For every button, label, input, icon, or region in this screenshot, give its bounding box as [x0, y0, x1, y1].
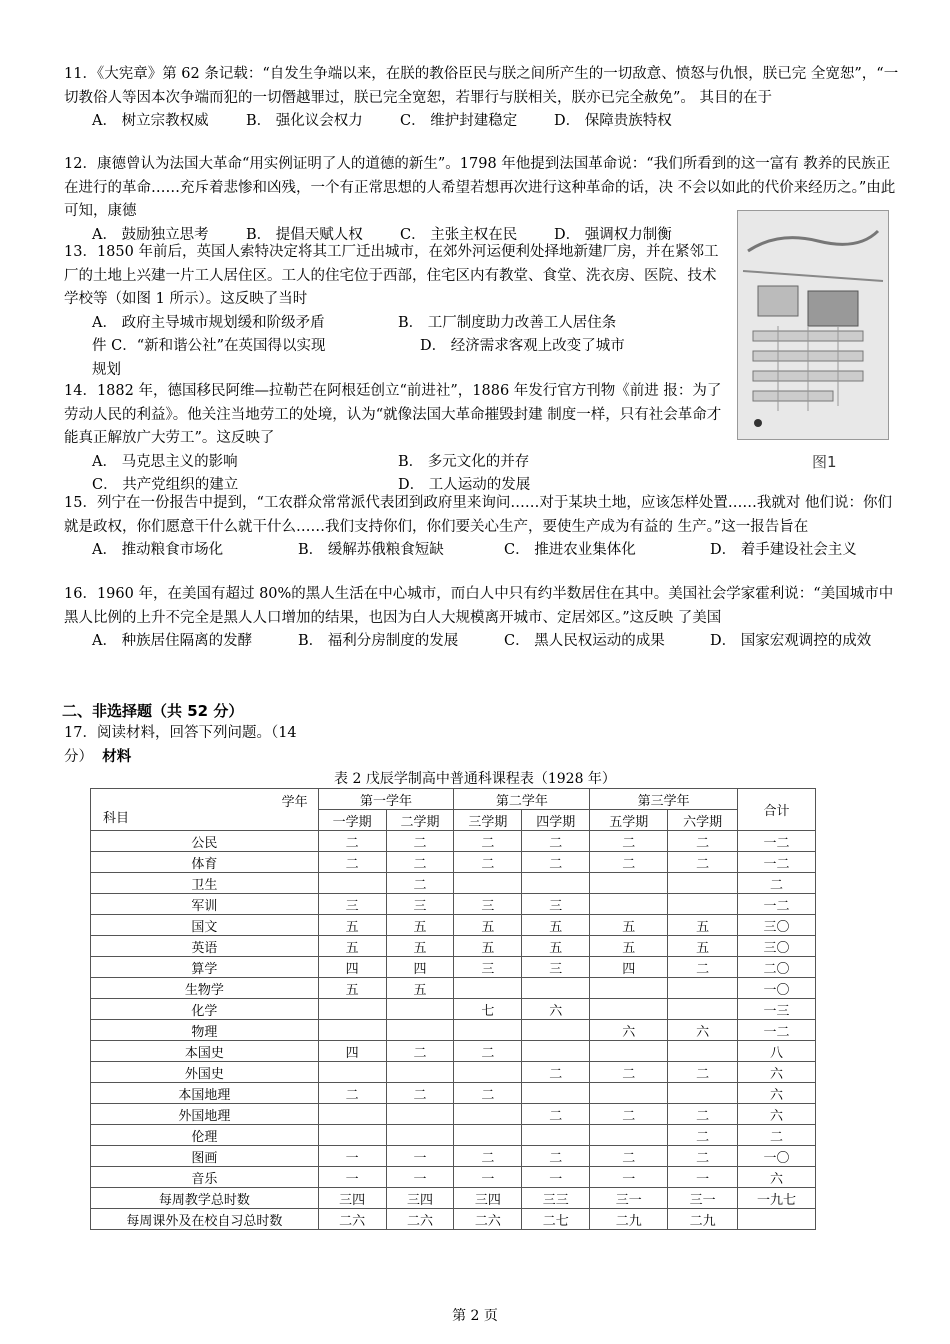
table-row [91, 957, 816, 978]
term-header: 二学期 [386, 810, 454, 831]
hours-cell: 二九 [590, 1209, 668, 1230]
subject-cell: 外国地理 [91, 1104, 319, 1125]
table-row [91, 1209, 816, 1230]
hours-cell [668, 894, 738, 915]
option-a[interactable]: A． 树立宗教权威 [92, 113, 209, 129]
hours-cell [522, 1020, 590, 1041]
page-footer: 第 2 页 [452, 1308, 498, 1324]
hours-cell [590, 1041, 668, 1062]
year-header: 第三学年 [590, 789, 738, 810]
table-row [91, 915, 816, 936]
subject-cell: 外国史 [91, 1062, 319, 1083]
option-c[interactable]: C． 维护封建稳定 [400, 113, 518, 129]
hours-cell: 二 [668, 1125, 738, 1146]
option-d[interactable]: D． 经济需求客观上改变了城市 [420, 338, 625, 354]
table-row [91, 1062, 816, 1083]
hours-cell: 五 [386, 978, 454, 999]
subject-cell: 卫生 [91, 873, 319, 894]
option-b[interactable]: B． 工厂制度助力改善工人居住条 [398, 314, 617, 331]
corner-subject-label: 科目 [103, 811, 130, 826]
hours-cell: 二六 [386, 1209, 454, 1230]
total-cell: 三〇 [738, 936, 816, 957]
question-number: 14． [64, 383, 97, 399]
total-cell: 一九七 [738, 1188, 816, 1209]
table-caption: 表 2 戊辰学制高中普通科课程表（1928 年） [334, 771, 616, 787]
hours-cell [386, 999, 454, 1020]
hours-cell [668, 1083, 738, 1104]
hours-cell [454, 1020, 522, 1041]
hours-cell: 五 [386, 936, 454, 957]
total-cell: 一二 [738, 894, 816, 915]
option-a[interactable]: A． 种族居住隔离的发酵 [92, 633, 253, 649]
hours-cell: 五 [522, 915, 590, 936]
hours-cell: 二 [668, 957, 738, 978]
option-d[interactable]: D． 工人运动的发展 [398, 477, 531, 493]
hours-cell [668, 999, 738, 1020]
hours-cell [386, 1020, 454, 1041]
hours-cell: 三 [522, 894, 590, 915]
term-header: 四学期 [522, 810, 590, 831]
hours-cell: 二 [668, 1146, 738, 1167]
question-15 [64, 492, 900, 563]
table-corner-cell [91, 789, 319, 831]
option-b[interactable]: B． 福利分房制度的发展 [298, 633, 459, 649]
hours-cell: 二六 [454, 1209, 522, 1230]
hours-cell: 五 [522, 936, 590, 957]
hours-cell [318, 1104, 386, 1125]
option-d[interactable]: D． 保障贵族特权 [554, 113, 672, 129]
hours-cell: 二六 [318, 1209, 386, 1230]
table-row [91, 1083, 816, 1104]
question-17-line1: 17．阅读材料，回答下列问题。（14 [64, 725, 297, 741]
options-row [64, 335, 724, 359]
total-cell: 二 [738, 1125, 816, 1146]
table-row [91, 999, 816, 1020]
question-number: 13． [64, 244, 97, 260]
total-cell: 一〇 [738, 1146, 816, 1167]
option-d[interactable]: D． 强调权力制衡 [554, 226, 672, 243]
subject-cell: 公民 [91, 831, 319, 852]
option-a[interactable]: A． 鼓励独立思考 [92, 226, 209, 243]
table-row [91, 1020, 816, 1041]
subject-cell: 每周教学总时数 [91, 1188, 319, 1209]
options-row [64, 539, 900, 563]
term-header: 五学期 [590, 810, 668, 831]
hours-cell [386, 1125, 454, 1146]
hours-cell: 二 [668, 852, 738, 873]
term-header: 一学期 [318, 810, 386, 831]
option-c[interactable]: C． 共产党组织的建立 [92, 477, 239, 493]
subject-cell: 本国地理 [91, 1083, 319, 1104]
question-number: 11． [64, 66, 97, 82]
hours-cell [590, 1125, 668, 1146]
hours-cell: 五 [318, 936, 386, 957]
hours-cell [522, 1041, 590, 1062]
table-row [91, 873, 816, 894]
option-d[interactable]: D． 着手建设社会主义 [710, 542, 857, 558]
hours-cell: 五 [590, 936, 668, 957]
table-row [91, 1146, 816, 1167]
hours-cell: 三四 [386, 1188, 454, 1209]
option-c[interactable]: 件 C．“新和谐公社”在英国得以实现 [92, 338, 326, 354]
hours-cell [454, 1062, 522, 1083]
hours-cell: 二 [522, 1104, 590, 1125]
hours-cell: 二 [454, 1041, 522, 1062]
option-d-continued: 规划 [92, 361, 121, 378]
hours-cell: 一 [318, 1167, 386, 1188]
hours-cell: 二 [522, 831, 590, 852]
hours-cell: 一 [522, 1167, 590, 1188]
hours-cell [668, 978, 738, 999]
total-cell: 一〇 [738, 978, 816, 999]
subject-cell: 生物学 [91, 978, 319, 999]
subject-cell: 物理 [91, 1020, 319, 1041]
hours-cell: 三四 [454, 1188, 522, 1209]
hours-cell: 二 [454, 852, 522, 873]
question-13 [64, 241, 724, 382]
year-header: 第二学年 [454, 789, 590, 810]
question-number: 12． [64, 156, 97, 172]
total-cell [738, 1209, 816, 1230]
total-cell: 三〇 [738, 915, 816, 936]
hours-cell: 二 [590, 1146, 668, 1167]
hours-cell: 一 [386, 1146, 454, 1167]
subject-cell: 每周课外及在校自习总时数 [91, 1209, 319, 1230]
hours-cell [318, 873, 386, 894]
option-c[interactable]: C． 推进农业集体化 [504, 542, 636, 558]
term-header: 六学期 [668, 810, 738, 831]
table-row [91, 1104, 816, 1125]
option-b[interactable]: B． 缓解苏俄粮食短缺 [298, 542, 444, 558]
hours-cell [318, 1062, 386, 1083]
hours-cell: 三一 [668, 1188, 738, 1209]
hours-cell: 一 [454, 1167, 522, 1188]
question-17-line2: 分） [64, 748, 93, 765]
hours-cell: 三四 [318, 1188, 386, 1209]
subject-cell: 军训 [91, 894, 319, 915]
question-text: 1960 年，在美国有超过 80%的黑人生活在中心城市，而白人中只有约半数居住在其中。美国社会学家霍利说：“美国城市中黑人比例的上升不完全是黑人人口增加的结果，也因为白人大规模离开城市、定居郊区。”这反映 了美国 [64, 586, 894, 626]
question-14 [64, 380, 724, 498]
hours-cell [668, 1041, 738, 1062]
hours-cell: 五 [668, 936, 738, 957]
option-a[interactable]: A． 马克思主义的影响 [92, 453, 238, 470]
hours-cell [590, 978, 668, 999]
subject-cell: 英语 [91, 936, 319, 957]
hours-cell: 二 [590, 831, 668, 852]
hours-cell [318, 1125, 386, 1146]
hours-cell [522, 1125, 590, 1146]
hours-cell: 二 [522, 1146, 590, 1167]
hours-cell [454, 1125, 522, 1146]
hours-cell [454, 873, 522, 894]
table-row [91, 831, 816, 852]
question-number: 15． [64, 495, 97, 511]
option-c[interactable]: C． 黑人民权运动的成果 [504, 633, 665, 649]
total-cell: 二〇 [738, 957, 816, 978]
subject-cell: 伦理 [91, 1125, 319, 1146]
question-11 [64, 63, 900, 134]
hours-cell [522, 978, 590, 999]
hours-cell: 二 [522, 852, 590, 873]
total-cell: 六 [738, 1104, 816, 1125]
question-text: 1882 年，德国移民阿维—拉勒芒在阿根廷创立“前进社”，1886 年发行官方刊物《前进 报：为了劳动人民的利益》。他关注当地劳工的处境，认为“就像法国大革命摧毁封建 制度一样，只有社会革命才能真正解放广大劳工”。这反映了 [64, 383, 722, 446]
hours-cell: 二 [386, 873, 454, 894]
hours-cell: 二七 [522, 1209, 590, 1230]
hours-cell: 四 [318, 1041, 386, 1062]
hours-cell [454, 1104, 522, 1125]
hours-cell: 一 [318, 1146, 386, 1167]
hours-cell: 二 [386, 852, 454, 873]
hours-cell: 二 [318, 831, 386, 852]
hours-cell [522, 873, 590, 894]
hours-cell: 三 [454, 957, 522, 978]
table-row [91, 1041, 816, 1062]
question-text: 1850 年前后，英国人索特决定将其工厂迁出城市，在郊外河运便利处择地新建厂房，并在紧邻工厂的土地上兴建一片工人居住区。工人的住宅位于西部，住宅区内有教堂、食堂、洗衣房、医院、技术学校等（如图 1 所示）。这反映了当时 [64, 244, 719, 307]
hours-cell: 三 [454, 894, 522, 915]
subject-cell: 化学 [91, 999, 319, 1020]
hours-cell [318, 1020, 386, 1041]
hours-cell: 三 [318, 894, 386, 915]
map-drawing [738, 211, 888, 439]
table-row [91, 1167, 816, 1188]
term-header: 三学期 [454, 810, 522, 831]
hours-cell: 二 [386, 1083, 454, 1104]
course-table [90, 788, 816, 1230]
total-cell: 一二 [738, 831, 816, 852]
total-cell: 六 [738, 1062, 816, 1083]
question-text: 列宁在一份报告中提到，“工农群众常常派代表团到政府里来询问……对于某块土地，应该怎样处置……我就对 他们说：你们就是政权，你们愿意干什么就干什么……我们支持你们，你们要关心生产，要使生产成为有益的 生产。”这一报告旨在 [64, 495, 892, 535]
subject-cell: 体育 [91, 852, 319, 873]
table-row [91, 1125, 816, 1146]
hours-cell [668, 873, 738, 894]
hours-cell: 二 [318, 1083, 386, 1104]
option-b[interactable]: B． 多元文化的并存 [398, 453, 530, 470]
option-a[interactable]: A． 推动粮食市场化 [92, 542, 224, 558]
hours-cell: 五 [454, 915, 522, 936]
hours-cell: 七 [454, 999, 522, 1020]
hours-cell: 二九 [668, 1209, 738, 1230]
total-cell: 一二 [738, 1020, 816, 1041]
option-c[interactable]: C． 主张主权在民 [400, 226, 518, 243]
material-label: 材料 [102, 748, 132, 765]
hours-cell [590, 1083, 668, 1104]
hours-cell: 二 [522, 1062, 590, 1083]
question-16 [64, 583, 900, 654]
corner-year-label: 学年 [281, 795, 308, 810]
total-cell: 二 [738, 873, 816, 894]
hours-cell: 二 [386, 831, 454, 852]
hours-cell: 三 [522, 957, 590, 978]
hours-cell [454, 978, 522, 999]
hours-cell: 三 [386, 894, 454, 915]
hours-cell [590, 894, 668, 915]
hours-cell [318, 999, 386, 1020]
hours-cell [386, 1104, 454, 1125]
subject-cell: 图画 [91, 1146, 319, 1167]
question-number: 16． [64, 586, 97, 602]
options-row [64, 359, 724, 383]
hours-cell: 四 [590, 957, 668, 978]
option-b[interactable]: B． 提倡天赋人权 [246, 226, 363, 243]
total-header: 合计 [738, 789, 816, 831]
hours-cell: 一 [668, 1167, 738, 1188]
subject-cell: 本国史 [91, 1041, 319, 1062]
hours-cell: 二 [454, 1083, 522, 1104]
hours-cell: 五 [318, 978, 386, 999]
total-cell: 八 [738, 1041, 816, 1062]
hours-cell: 二 [668, 831, 738, 852]
year-header: 第一学年 [318, 789, 454, 810]
hours-cell: 一 [386, 1167, 454, 1188]
figure-1-map [737, 210, 889, 440]
table-row [91, 1188, 816, 1209]
hours-cell: 二 [386, 1041, 454, 1062]
hours-cell: 四 [386, 957, 454, 978]
figure-1-label: 图1 [812, 453, 837, 471]
hours-cell: 二 [590, 1062, 668, 1083]
hours-cell: 五 [668, 915, 738, 936]
hours-cell: 五 [454, 936, 522, 957]
options-row [64, 451, 724, 475]
total-cell: 六 [738, 1083, 816, 1104]
option-d[interactable]: D． 国家宏观调控的成效 [710, 633, 872, 649]
hours-cell: 二 [454, 831, 522, 852]
hours-cell [522, 1083, 590, 1104]
table-row [91, 936, 816, 957]
question-text: 《大宪章》第 62 条记载：“自发生争端以来，在朕的教俗臣民与朕之间所产生的一切敌意、愤怒与仇恨，朕已完 全宽恕”，“一切教俗人等因本次争端而犯的一切僭越罪过，朕已完全宽恕，若罪行与朕相关，朕亦已完全赦免”。 其目的在于 [64, 66, 899, 106]
hours-cell [386, 1062, 454, 1083]
total-cell: 六 [738, 1167, 816, 1188]
hours-cell: 三一 [590, 1188, 668, 1209]
options-row [64, 110, 900, 134]
hours-cell: 五 [590, 915, 668, 936]
section-heading: 二、非选择题（共 52 分） [62, 702, 244, 720]
hours-cell: 二 [590, 1104, 668, 1125]
subject-cell: 算学 [91, 957, 319, 978]
table-row [91, 894, 816, 915]
hours-cell: 二 [590, 852, 668, 873]
hours-cell [590, 873, 668, 894]
subject-cell: 国文 [91, 915, 319, 936]
option-a[interactable]: A． 政府主导城市规划缓和阶级矛盾 [92, 314, 325, 331]
hours-cell: 二 [668, 1104, 738, 1125]
hours-cell: 四 [318, 957, 386, 978]
hours-cell: 五 [318, 915, 386, 936]
table-row [91, 852, 816, 873]
question-17 [64, 722, 664, 769]
option-b[interactable]: B． 强化议会权力 [246, 113, 363, 129]
hours-cell: 六 [522, 999, 590, 1020]
hours-cell: 三三 [522, 1188, 590, 1209]
hours-cell: 六 [590, 1020, 668, 1041]
hours-cell: 二 [668, 1062, 738, 1083]
hours-cell [590, 999, 668, 1020]
question-text: 康德曾认为法国大革命“用实例证明了人的道德的新生”。1798 年他提到法国革命说：“我们所看到的这一富有 教养的民族正在进行的革命……充斥着悲惨和凶残，一个有正常思想的人希望若想再次进行这种革命的话，决 不会以如此的代价来经历之。”由此可知，康德 [64, 156, 896, 219]
hours-cell: 五 [386, 915, 454, 936]
hours-cell: 二 [454, 1146, 522, 1167]
options-row [64, 312, 724, 336]
total-cell: 一二 [738, 852, 816, 873]
hours-cell: 六 [668, 1020, 738, 1041]
table-row [91, 978, 816, 999]
subject-cell: 音乐 [91, 1167, 319, 1188]
hours-cell: 一 [590, 1167, 668, 1188]
options-row [64, 630, 900, 654]
total-cell: 一三 [738, 999, 816, 1020]
hours-cell: 二 [318, 852, 386, 873]
